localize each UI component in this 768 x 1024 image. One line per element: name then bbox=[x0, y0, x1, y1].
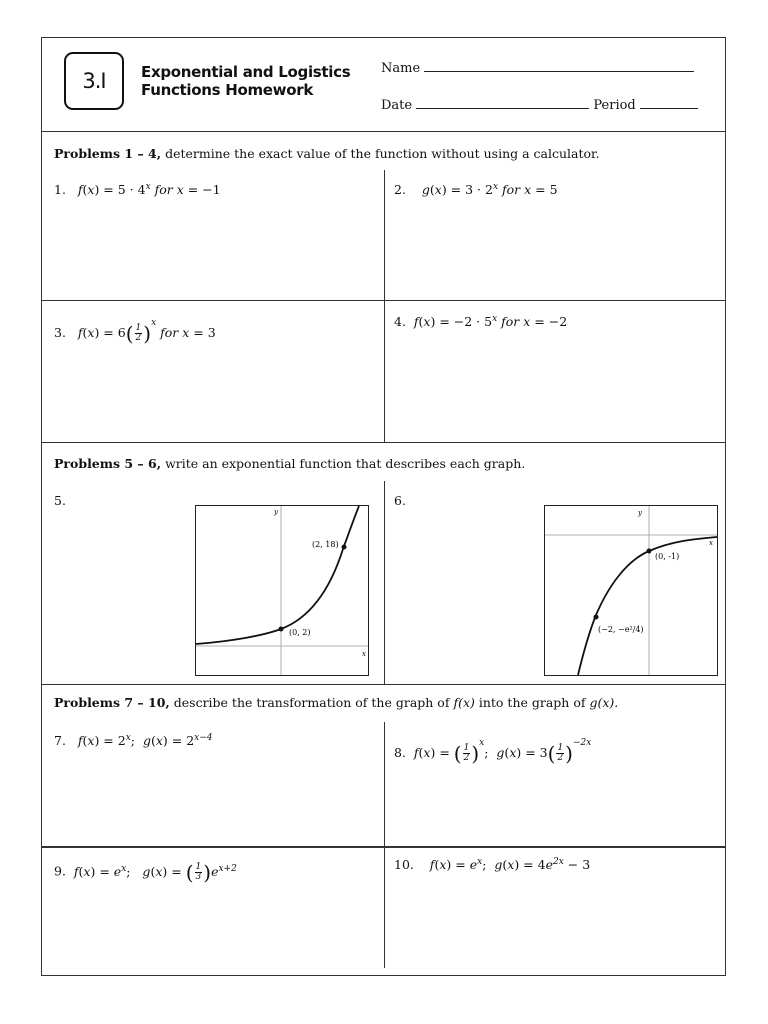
problem-number: 4. bbox=[394, 314, 406, 330]
instructions-bold: Problems 5 – 6, bbox=[54, 456, 162, 471]
problem-number: 2. bbox=[394, 182, 406, 198]
period-label: Period bbox=[593, 98, 636, 113]
section-badge: 3.I bbox=[64, 52, 124, 110]
period-blank[interactable] bbox=[640, 96, 698, 109]
instructions-bold: Problems 1 – 4, bbox=[54, 146, 162, 161]
problem-9-expression: $f(x) = e^x$; g(x) = ( $\frac{1}{3}$ )$e^{x+2}$ bbox=[73, 860, 237, 884]
graph-6 bbox=[544, 505, 718, 676]
column-divider bbox=[384, 722, 385, 968]
graph-frame bbox=[545, 506, 718, 676]
instructions-bold: Problems 7 – 10, bbox=[54, 695, 170, 710]
name-blank[interactable] bbox=[424, 59, 694, 72]
instructions-1-4 bbox=[54, 146, 600, 161]
graph-frame bbox=[196, 506, 369, 676]
x-axis-label: x bbox=[362, 650, 366, 658]
problem-2-expression: $g(x) = 3 \cdot 2^x$ for x = 5 bbox=[421, 182, 558, 198]
point-label-0-neg1: (0, -1) bbox=[655, 552, 680, 561]
date-blank[interactable] bbox=[416, 96, 589, 109]
problem-10-expression: $f(x) = e^x$; $g(x) = 4e^{2x} - 3$ bbox=[429, 857, 591, 873]
title-line-1: Exponential and Logistics bbox=[141, 63, 351, 81]
problem-8 bbox=[394, 738, 591, 766]
x-axis-label: x bbox=[709, 539, 713, 547]
point-0-neg1 bbox=[647, 549, 652, 554]
fx-symbol: f(x) bbox=[453, 695, 475, 710]
worksheet bbox=[41, 37, 726, 976]
problem-3-expression: f(x) = 6( $\frac{1}{2}$ )$^x$ for x = 3 bbox=[77, 318, 216, 346]
name-label: Name bbox=[381, 61, 421, 76]
instructions-text: describe the transformation of the graph of bbox=[169, 695, 454, 710]
problem-4 bbox=[394, 314, 567, 329]
column-divider bbox=[384, 481, 385, 684]
problem-5-number: 5. bbox=[54, 493, 66, 508]
problem-4-expression: $f(x) = -2 \cdot 5^x$ for x = −2 bbox=[413, 314, 568, 330]
divider bbox=[42, 442, 725, 443]
gx-symbol: g(x) bbox=[589, 695, 615, 710]
problem-7 bbox=[54, 733, 213, 748]
problem-8-expression: f(x) = ( $\frac{1}{2}$ )$^x$; g(x) = 3( $\frac{1}{2}$ )$^{-2x}$ bbox=[413, 738, 592, 766]
point-label-2-18: (2, 18) bbox=[312, 540, 339, 549]
point-label-neg2: (−2, −e²/4) bbox=[598, 625, 644, 634]
title-line-2: Functions Homework bbox=[141, 81, 313, 99]
graph-5 bbox=[195, 505, 369, 676]
problem-number: 9. bbox=[54, 863, 66, 879]
y-axis-label: y bbox=[638, 509, 642, 517]
y-axis-label: y bbox=[274, 508, 278, 516]
problem-2 bbox=[394, 182, 558, 197]
problem-1-expression: $f(x) = 5 \cdot 4^x$ for x = −1 bbox=[77, 182, 221, 198]
divider bbox=[42, 684, 725, 685]
problem-1 bbox=[54, 182, 221, 197]
instructions-5-6 bbox=[54, 456, 525, 471]
problem-number: 10. bbox=[394, 857, 414, 873]
problem-9 bbox=[54, 860, 237, 884]
problem-6-number: 6. bbox=[394, 493, 406, 508]
problem-number: 1. bbox=[54, 182, 66, 198]
point-neg2 bbox=[594, 615, 599, 620]
column-divider bbox=[384, 170, 385, 442]
instructions-text: into the graph of bbox=[474, 695, 590, 710]
problem-10 bbox=[394, 857, 590, 872]
instructions-text: . bbox=[614, 695, 619, 710]
date-label: Date bbox=[381, 98, 413, 113]
point-2-18 bbox=[342, 545, 347, 550]
worksheet-title bbox=[141, 63, 350, 99]
date-period-row bbox=[381, 96, 698, 113]
problem-3 bbox=[54, 318, 216, 346]
problem-number: 3. bbox=[54, 325, 66, 340]
name-field[interactable] bbox=[381, 59, 694, 76]
problem-number: 7. bbox=[54, 733, 66, 749]
instructions-7-10 bbox=[54, 695, 618, 710]
point-label-0-2: (0, 2) bbox=[289, 628, 311, 637]
divider bbox=[42, 131, 725, 132]
point-0-2 bbox=[279, 627, 284, 632]
problem-number: 8. bbox=[394, 745, 406, 760]
problem-7-expression: $f(x) = 2^x$; $g(x) = 2^{x-4}$ bbox=[77, 733, 213, 749]
instructions-text: write an exponential function that describes each graph. bbox=[161, 456, 526, 471]
instructions-text: determine the exact value of the function without using a calculator. bbox=[161, 146, 600, 161]
